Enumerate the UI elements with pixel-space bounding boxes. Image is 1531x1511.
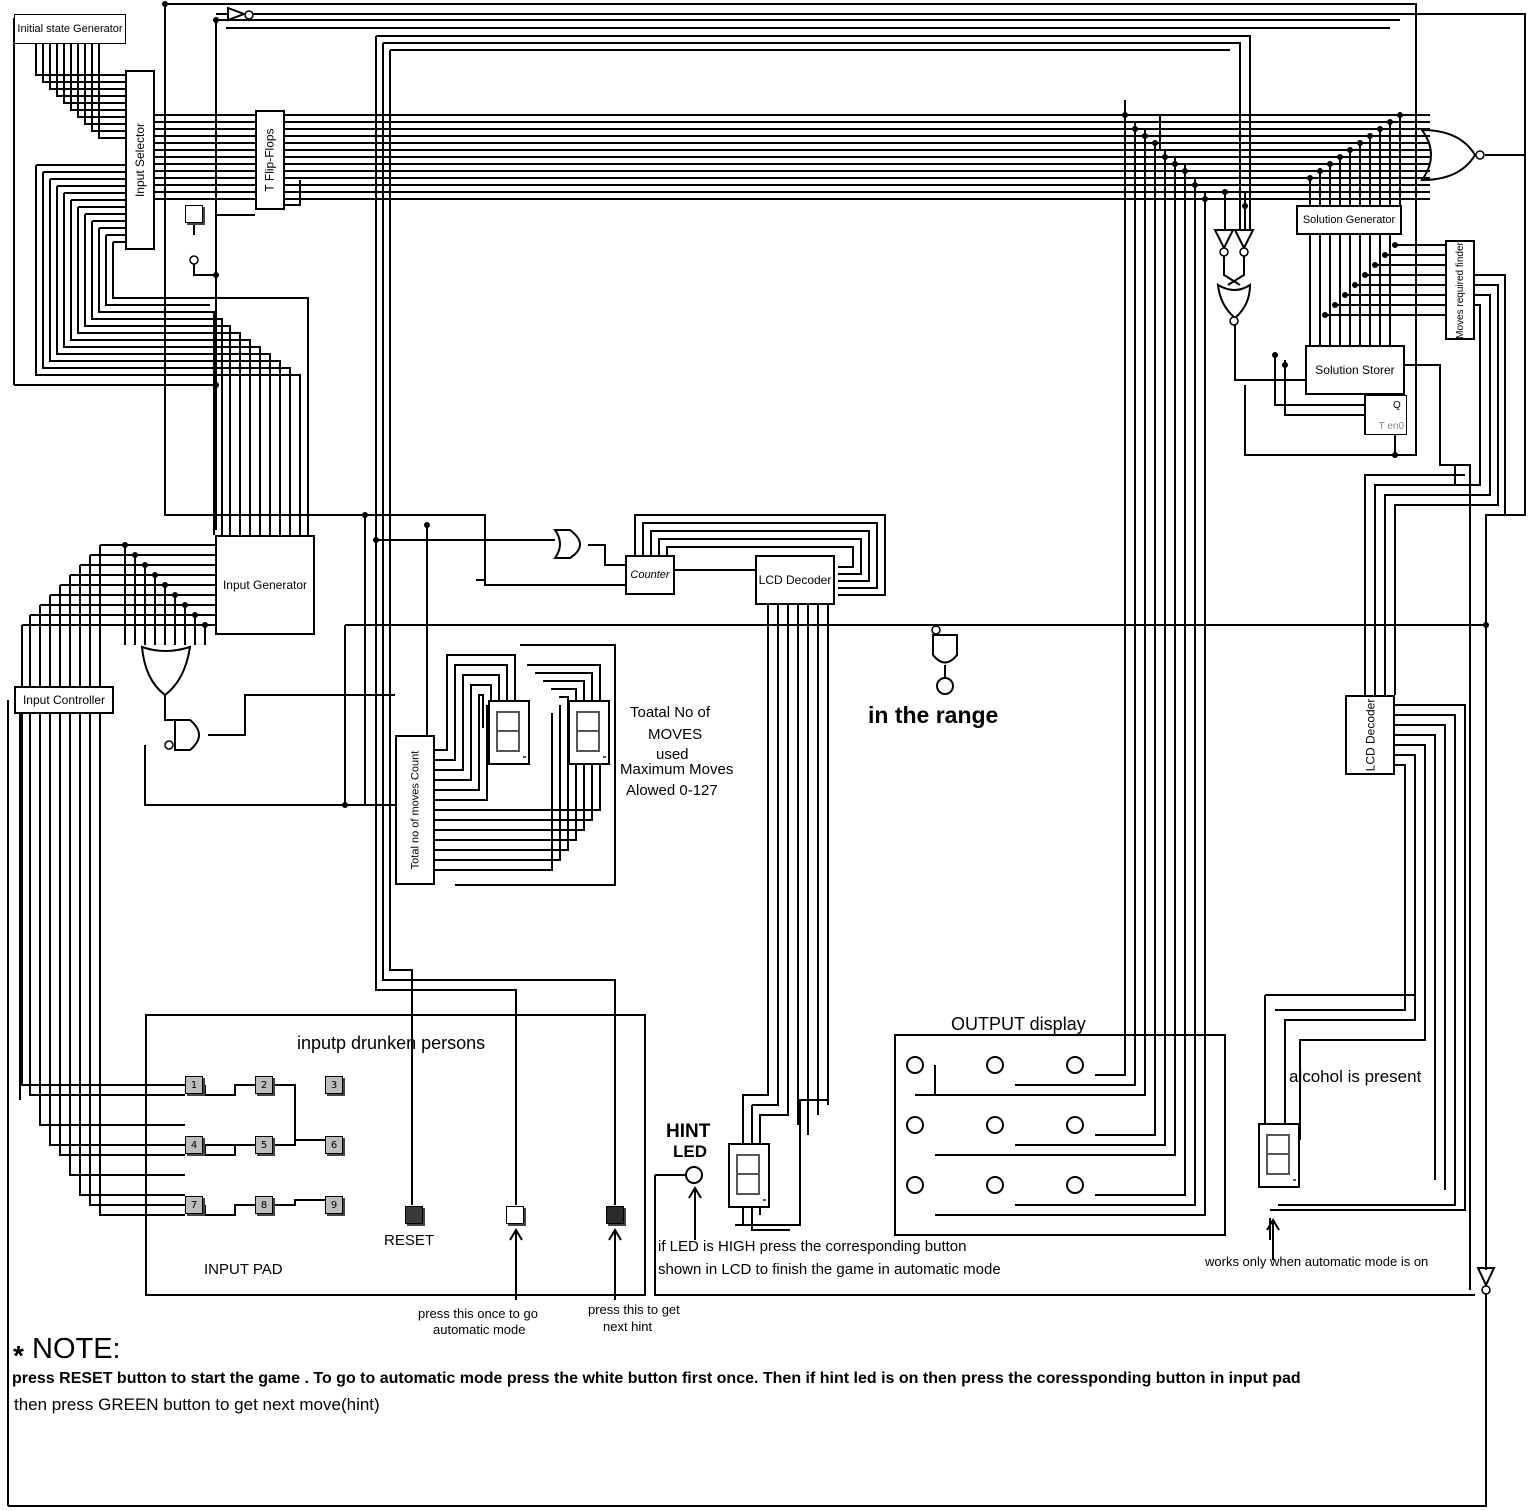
counter: Counter: [625, 555, 675, 595]
hint-note-1: if LED is HIGH press the corresponding button: [658, 1238, 967, 1255]
note-title: NOTE:: [32, 1333, 121, 1365]
reset-button[interactable]: [405, 1206, 423, 1224]
output-led-9: [1066, 1176, 1084, 1194]
range-led: [936, 677, 954, 695]
pad-button-8[interactable]: 8: [255, 1196, 273, 1214]
note-line-1: press RESET button to start the game . To go to automatic mode press the white button first once. Then if hint led is on then press the coressponding button in input pad: [12, 1370, 1301, 1387]
output-led-4: [906, 1116, 924, 1134]
pad-button-2[interactable]: 2: [255, 1076, 273, 1094]
pad-button-3[interactable]: 3: [325, 1076, 343, 1094]
automatic-mode-button[interactable]: [506, 1206, 524, 1224]
ff-en-label: T en0: [1378, 421, 1404, 432]
next-hint-button[interactable]: [606, 1206, 624, 1224]
pad-button-9[interactable]: 9: [325, 1196, 343, 1214]
ff-q-label: Q: [1393, 400, 1401, 411]
input-selector: Input Selector: [125, 70, 155, 250]
note-star: *: [13, 1340, 24, 1371]
pad-button-4[interactable]: 4: [185, 1136, 203, 1154]
alcohol-label: alcohol is present: [1289, 1067, 1422, 1086]
output-display-title: OUTPUT display: [951, 1014, 1086, 1034]
toggle-switch-button[interactable]: [185, 205, 203, 223]
hint-led: [685, 1166, 703, 1184]
input-pad-label: INPUT PAD: [204, 1261, 283, 1278]
auto-note-1: press this once to go: [418, 1306, 538, 1321]
total-moves-label-2: MOVES: [648, 726, 703, 743]
hint-note-2: shown in LCD to finish the game in automatic mode: [658, 1261, 1001, 1278]
output-led-2: [986, 1056, 1004, 1074]
in-range-label: in the range: [868, 702, 999, 728]
max-moves-label-2: Alowed 0-127: [626, 782, 718, 799]
moves-required-finder: Moves required finder: [1445, 240, 1475, 340]
pad-button-7[interactable]: 7: [185, 1196, 203, 1214]
output-led-7: [906, 1176, 924, 1194]
total-moves-label-1: Toatal No of: [630, 704, 711, 721]
pad-button-5[interactable]: 5: [255, 1136, 273, 1154]
pad-button-1[interactable]: 1: [185, 1076, 203, 1094]
output-led-6: [1066, 1116, 1084, 1134]
output-led-1: [906, 1056, 924, 1074]
hint-label: HINT: [666, 1121, 711, 1142]
pad-button-6[interactable]: 6: [325, 1136, 343, 1154]
lcd-decoder-right: LCD Decoder: [1345, 695, 1395, 775]
next-note-2: next hint: [603, 1319, 653, 1334]
output-led-8: [986, 1176, 1004, 1194]
output-led-3: [1066, 1056, 1084, 1074]
initial-state-generator: Initial state Generator: [14, 14, 126, 44]
next-note-1: press this to get: [588, 1302, 680, 1317]
lcd-decoder-top: LCD Decoder: [755, 555, 835, 605]
output-led-5: [986, 1116, 1004, 1134]
total-moves-label-3: used: [656, 746, 689, 763]
led-label: LED: [673, 1142, 707, 1161]
input-controller: Input Controller: [14, 686, 114, 714]
input-generator: Input Generator: [215, 535, 315, 635]
reset-label: RESET: [384, 1232, 435, 1249]
max-moves-label-1: Maximum Moves: [620, 761, 734, 778]
auto-note-2: automatic mode: [433, 1322, 526, 1337]
solution-generator: Solution Generator: [1296, 205, 1402, 235]
solution-storer: Solution Storer: [1305, 345, 1405, 395]
auto-only-note: works only when automatic mode is on: [1205, 1254, 1429, 1269]
total-moves-count: Total no of moves Count: [395, 735, 435, 885]
t-flipflops: T Flip-Flops: [255, 110, 285, 210]
note-line-2: then press GREEN button to get next move(hint): [14, 1395, 380, 1414]
input-pad-title: inputp drunken persons: [297, 1033, 486, 1053]
